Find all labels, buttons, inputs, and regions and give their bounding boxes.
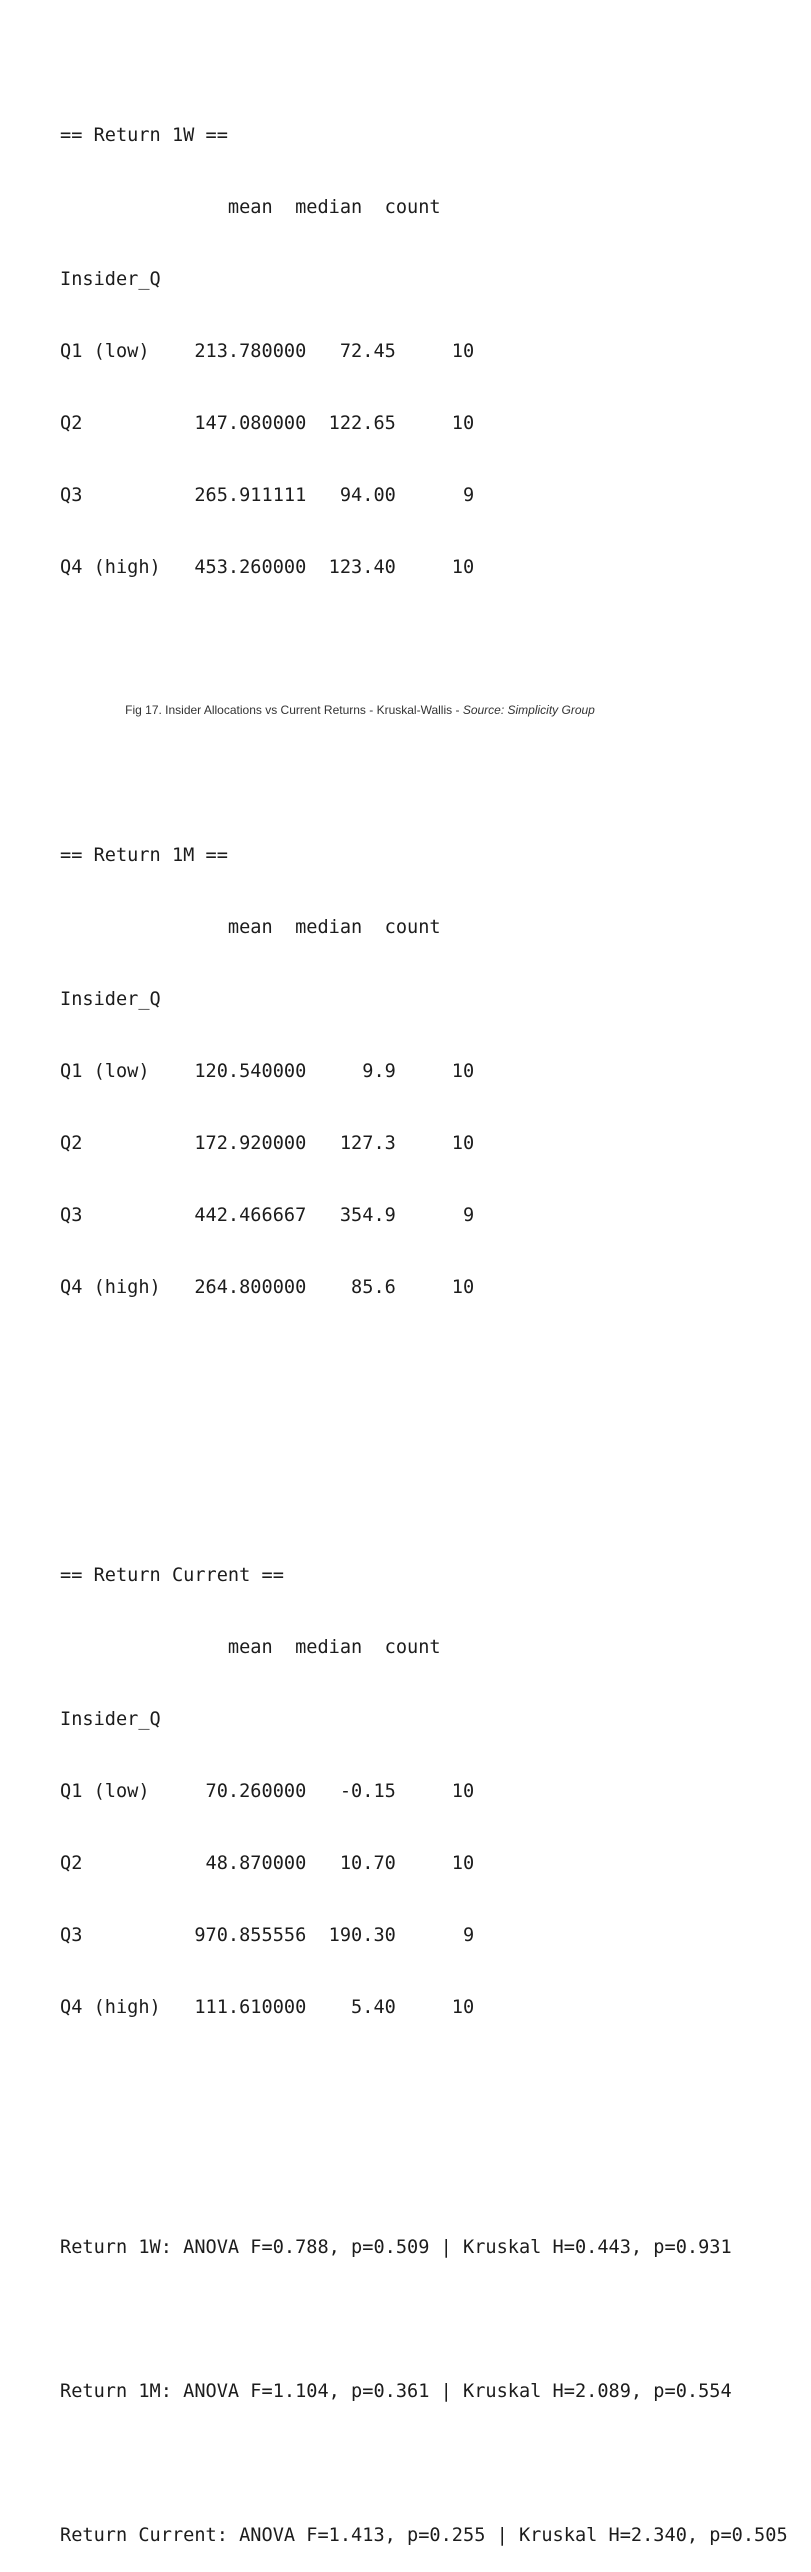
stat-line-current: Return Current: ANOVA F=1.413, p=0.255 | Kruskal H=2.340, p=0.505 [60,2525,788,2546]
stat-line-1w: Return 1W: ANOVA F=0.788, p=0.509 | Kruskal H=0.443, p=0.931 [60,2237,732,2258]
index-label: Insider_Q [60,989,161,1010]
index-label: Insider_Q [60,1709,161,1730]
table-row: Q3 265.911111 94.00 9 [60,485,475,506]
spacer [60,1396,788,1420]
return-current-table [60,1516,788,2068]
index-label: Insider_Q [60,269,161,290]
table-row: Q2 48.870000 10.70 10 [60,1853,475,1874]
return-1m-table [60,796,788,1348]
table-header: mean median count [60,1637,441,1658]
table-row: Q1 (low) 213.780000 72.45 10 [60,341,475,362]
spacer [60,2308,788,2332]
table-row: Q1 (low) 120.540000 9.9 10 [60,1061,475,1082]
table-row: Q4 (high) 111.610000 5.40 10 [60,1997,475,2018]
table-row: Q4 (high) 453.260000 123.40 10 [60,557,475,578]
table-row: Q2 147.080000 122.65 10 [60,413,475,434]
table-title: == Return Current == [60,1565,284,1586]
stat-line-1m: Return 1M: ANOVA F=1.104, p=0.361 | Kruskal H=2.089, p=0.554 [60,2381,732,2402]
table-header: mean median count [60,197,441,218]
caption-source: Source: Simplicity Group [462,703,595,717]
table-header: mean median count [60,917,441,938]
console-output [60,4,788,2572]
spacer [60,2452,788,2476]
table-row: Q1 (low) 70.260000 -0.15 10 [60,1781,475,1802]
caption-text: Fig 17. Insider Allocations vs Current Returns - Kruskal-Wallis - [125,703,463,717]
table-row: Q4 (high) 264.800000 85.6 10 [60,1277,475,1298]
table-title: == Return 1M == [60,845,228,866]
spacer [60,676,788,700]
table-title: == Return 1W == [60,125,228,146]
table-row: Q3 442.466667 354.9 9 [60,1205,475,1226]
return-1w-table [60,76,788,628]
table-row: Q3 970.855556 190.30 9 [60,1925,475,1946]
figure-caption [0,702,720,718]
spacer [60,2116,788,2140]
table-row: Q2 172.920000 127.3 10 [60,1133,475,1154]
